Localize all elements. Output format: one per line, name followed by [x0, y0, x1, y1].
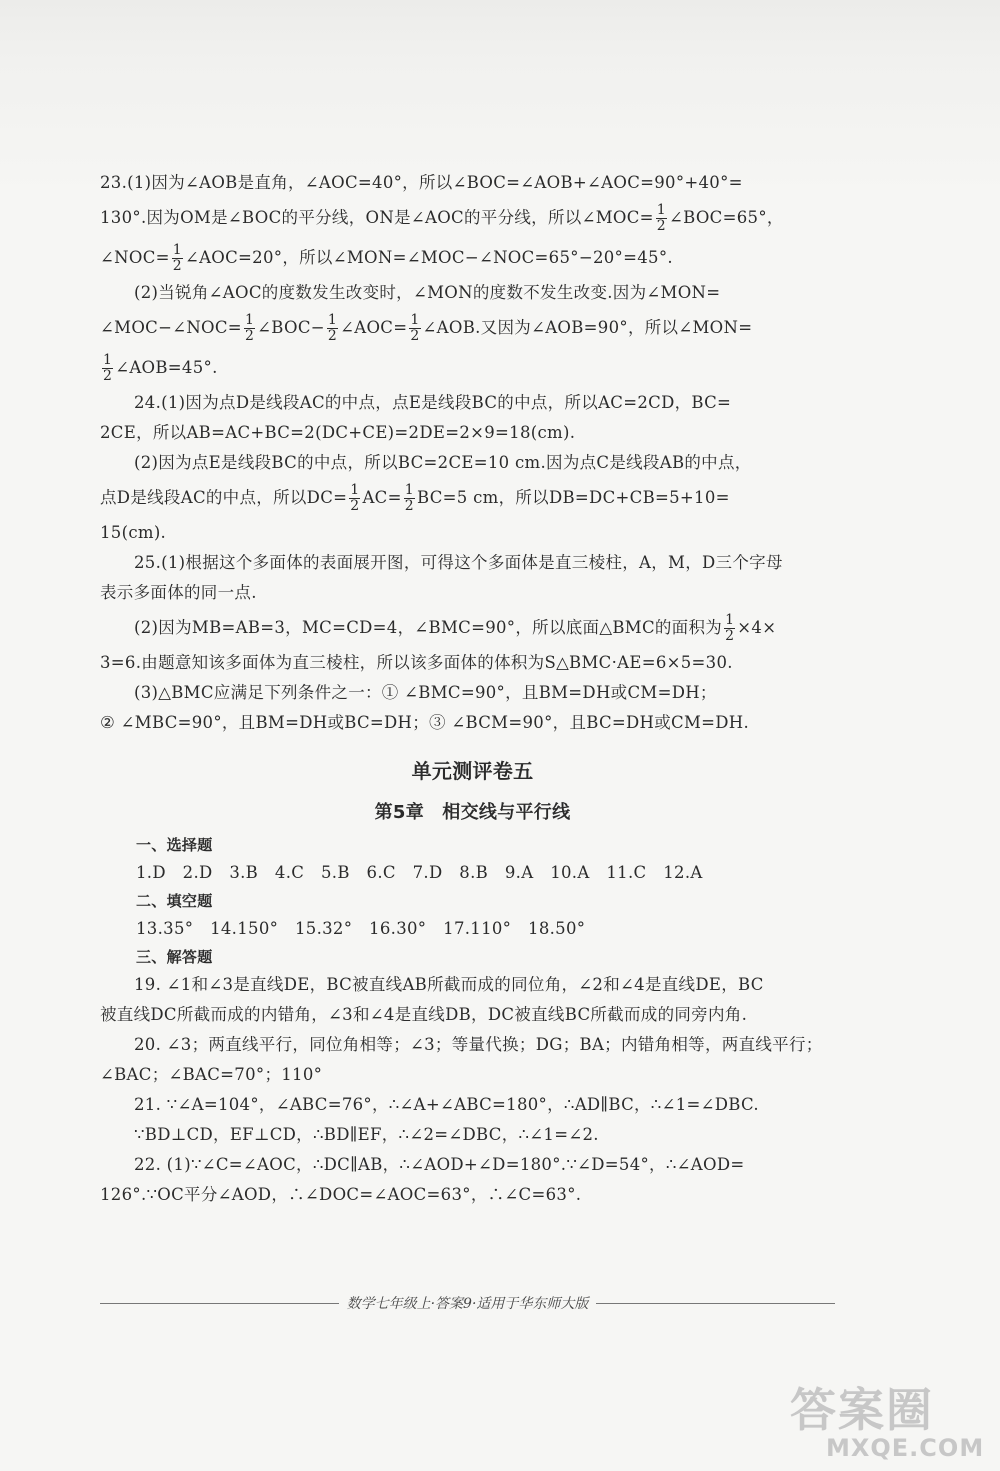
fill-answers: 13.35° 14.150° 15.32° 16.30° 17.110° 18.50°: [136, 919, 586, 938]
fraction-half: [102, 353, 113, 384]
fraction-denominator: 2: [327, 328, 338, 344]
text-segment: ∠MOC−∠NOC=: [100, 318, 242, 337]
text-line: 19. ∠1和∠3是直线DE，BC被直线AB所截而成的同位角，∠2和∠4是直线DE，BC: [134, 975, 764, 994]
text-segment: ∠AOC=20°，所以∠MON=∠MOC−∠NOC=65°−20°=45°.: [184, 248, 673, 267]
answer-content: [100, 168, 835, 1210]
text-line: (2)当锐角∠AOC的度数发生改变时，∠MON的度数不发生改变.因为∠MON=: [134, 283, 721, 302]
fraction-half: [404, 483, 415, 514]
text-line: [100, 198, 835, 238]
text-line: 21. ∵∠A=104°，∠ABC=76°，∴∠A+∠ABC=180°，∴AD∥BC，∴∠1=∠DBC.: [134, 1095, 759, 1114]
choice-answers: 1.D 2.D 3.B 4.C 5.B 6.C 7.D 8.B 9.A 10.A 11.C 12.A: [136, 863, 703, 882]
text-line: 23.(1)因为∠AOB是直角，∠AOC=40°，所以∠BOC=∠AOB+∠AOC=90°+40°=: [100, 173, 743, 192]
fraction-half: [244, 313, 255, 344]
chapter-title: 第5章 相交线与平行线: [374, 802, 571, 823]
page-footer: [100, 1290, 835, 1316]
text-segment: ∠AOB.又因为∠AOB=90°，所以∠MON=: [422, 318, 753, 337]
fraction-denominator: 2: [244, 328, 255, 344]
fraction-numerator: 1: [103, 352, 113, 368]
fraction-half: [172, 243, 183, 274]
text-segment: ∠BOC=65°，: [669, 208, 784, 227]
fraction-denominator: 2: [103, 368, 113, 384]
text-line: (3)△BMC应满足下列条件之一：① ∠BMC=90°，且BM=DH或CM=DH；: [134, 683, 717, 702]
text-line: ∠BAC；∠BAC=70°；110°: [100, 1065, 323, 1084]
footer-text: 数学七年级上·答案9·适用于华东师大版: [346, 1296, 589, 1312]
text-segment: 130°.因为OM是∠BOC的平分线，ON是∠AOC的平分线，所以∠MOC=: [100, 208, 654, 227]
section-heading: 三、解答题: [136, 948, 213, 966]
watermark-logo: 答案圈: [790, 1383, 934, 1437]
fraction-numerator: 1: [327, 312, 338, 328]
fraction-half: [327, 313, 338, 344]
fraction-numerator: 1: [350, 482, 360, 498]
text-line: [100, 478, 835, 518]
section-heading: 二、填空题: [136, 892, 213, 910]
footer-rule: [100, 1303, 339, 1304]
fraction-denominator: 2: [725, 628, 735, 644]
fraction-numerator: 1: [404, 482, 414, 498]
text-segment: ∠BOC−: [257, 318, 325, 337]
fraction-numerator: 1: [410, 312, 420, 328]
watermark-site: MXQE.COM: [826, 1434, 985, 1462]
text-segment: ∠NOC=: [100, 248, 170, 267]
text-segment: ∠AOB=45°.: [115, 358, 218, 377]
fraction-denominator: 2: [350, 498, 360, 514]
footer-rule: [596, 1303, 835, 1304]
fraction-half: [656, 203, 667, 234]
fraction-denominator: 2: [410, 328, 420, 344]
text-segment: ×4×: [737, 618, 777, 637]
text-segment: (2)因为MB=AB=3，MC=CD=4，∠BMC=90°，所以底面△BMC的面积为: [134, 618, 723, 637]
fraction-half: [724, 613, 735, 644]
unit-test-title: 单元测评卷五: [411, 759, 534, 783]
fraction-numerator: 1: [244, 312, 255, 328]
text-line: [100, 238, 835, 278]
text-line: 被直线DC所截而成的内错角，∠3和∠4是直线DB，DC被直线BC所截而成的同旁内角.: [100, 1005, 748, 1024]
fraction-numerator: 1: [725, 612, 735, 628]
fraction-denominator: 2: [404, 498, 414, 514]
text-line: 2CE，所以AB=AC+BC=2(DC+CE)=2DE=2×9=18(cm).: [100, 423, 576, 442]
text-segment: ∠AOC=: [340, 318, 408, 337]
watermark: [790, 1385, 990, 1465]
text-line: 表示多面体的同一点.: [100, 583, 257, 602]
text-line: [100, 608, 835, 648]
text-line: 126°.∵OC平分∠AOD，∴∠DOC=∠AOC=63°，∴∠C=63°.: [100, 1185, 582, 1204]
fraction-denominator: 2: [656, 218, 666, 234]
fraction-numerator: 1: [172, 242, 182, 258]
text-segment: BC=5 cm，所以DB=DC+CB=5+10=: [416, 488, 730, 507]
fraction-half: [349, 483, 360, 514]
text-line: [100, 348, 835, 388]
fraction-half: [409, 313, 420, 344]
text-line: 25.(1)根据这个多面体的表面展开图，可得这个多面体是直三棱柱，A，M，D三个字母: [134, 553, 783, 572]
text-line: 24.(1)因为点D是线段AC的中点，点E是线段BC的中点，所以AC=2CD，BC=: [134, 393, 732, 412]
text-line: 3=6.由题意知该多面体为直三棱柱，所以该多面体的体积为S△BMC·AE=6×5=30.: [100, 653, 733, 672]
section-heading: 一、选择题: [136, 836, 213, 854]
fraction-numerator: 1: [656, 202, 666, 218]
text-line: 15(cm).: [100, 523, 167, 542]
text-line: [100, 308, 835, 348]
text-segment: AC=: [362, 488, 402, 507]
text-line: ② ∠MBC=90°，且BM=DH或BC=DH；③ ∠BCM=90°，且BC=DH或CM=DH.: [100, 713, 750, 732]
text-segment: 点D是线段AC的中点，所以DC=: [100, 488, 348, 507]
text-line: (2)因为点E是线段BC的中点，所以BC=2CE=10 cm.因为点C是线段AB的中点，: [134, 453, 752, 472]
text-line: 22. (1)∵∠C=∠AOC，∴DC∥AB，∴∠AOD+∠D=180°.∵∠D=54°，∴∠AOD=: [134, 1155, 745, 1174]
text-line: ∵BD⊥CD，EF⊥CD，∴BD∥EF，∴∠2=∠DBC，∴∠1=∠2.: [134, 1125, 599, 1144]
text-line: 20. ∠3；两直线平行，同位角相等；∠3；等量代换；DG；BA；内错角相等，两直线平行；: [134, 1035, 823, 1054]
fraction-denominator: 2: [172, 258, 182, 274]
